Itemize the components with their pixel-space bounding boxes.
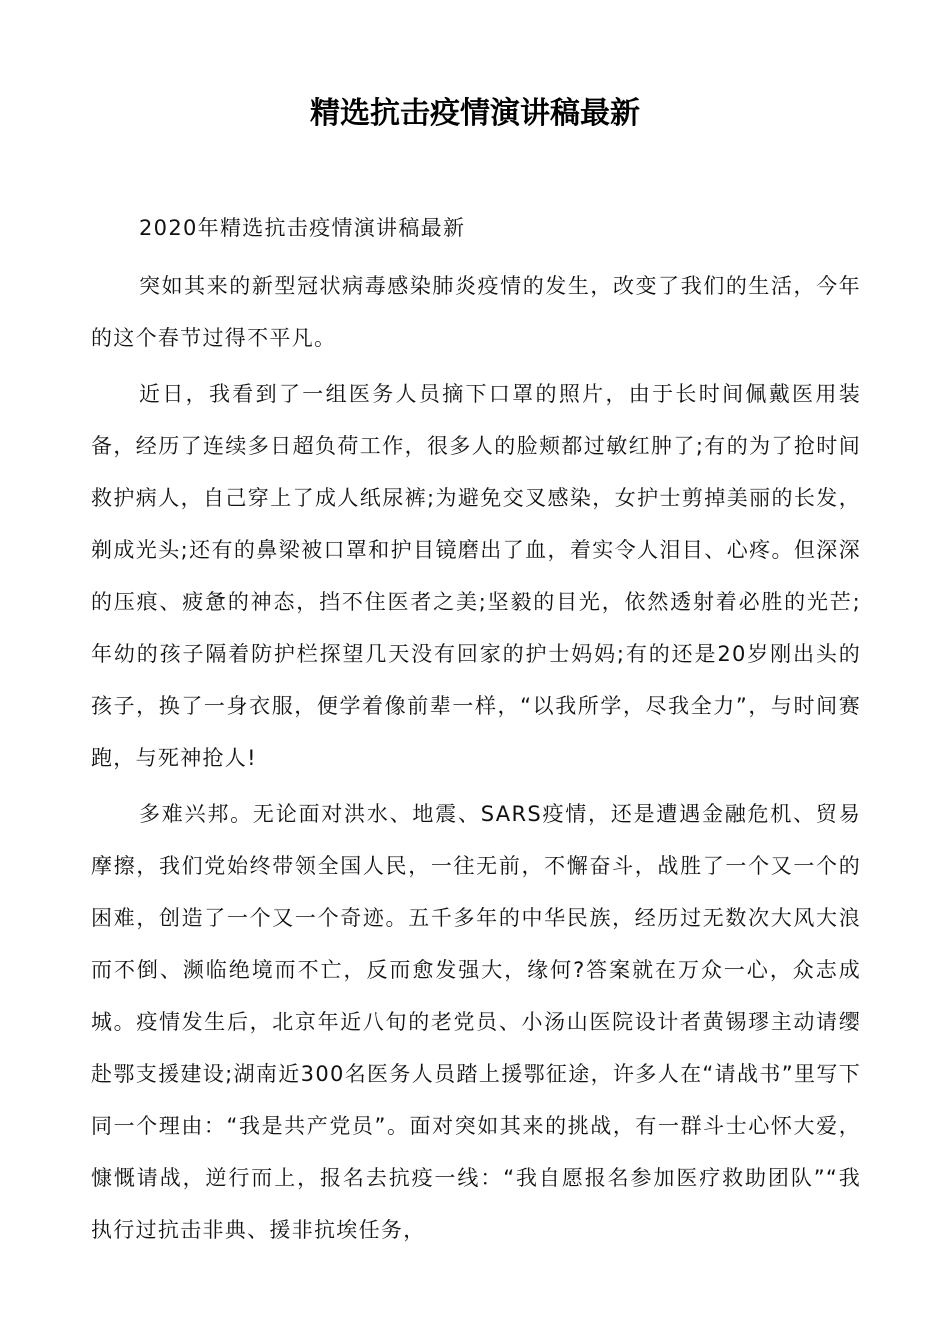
document-title: 精选抗击疫情演讲稿最新 [310, 96, 640, 131]
paragraph-3: 多难兴邦。无论面对洪水、地震、SARS疫情，还是遭遇金融危机、贸易摩擦，我们党始终带领全国人民，一往无前，不懈奋斗，战胜了一个又一个的困难，创造了一个又一个奇迹。五千多年的中华民族，经历过无数次大风大浪而不倒、濒临绝境而不亡，反而愈发强大，缘何?答案就在万众一心，众志成城。疫情发生后，北京年近八旬的老党员、小汤山医院设计者黄锡璆主动请缨赴鄂支援建设;湖南近300名医务人员踏上援鄂征途，许多人在“请战书”里写下同一个理由：“我是共产党员”。面对突如其来的挑战，有一群斗士心怀大爱，慷慨请战，逆行而上，报名去抗疫一线：“我自愿报名参加医疗救助团队”“我执行过抗击非典、援非抗埃任务， [91, 802, 861, 1242]
paragraph-subtitle: 2020年精选抗击疫情演讲稿最新 [139, 216, 466, 240]
document-body [91, 202, 861, 1256]
paragraph-2: 近日，我看到了一组医务人员摘下口罩的照片，由于长时间佩戴医用装备，经历了连续多日超负荷工作，很多人的脸颊都过敏红肿了;有的为了抢时间救护病人，自己穿上了成人纸尿裤;为避免交叉感染，女护士剪掉美丽的长发，剃成光头;还有的鼻梁被口罩和护目镜磨出了血，着实令人泪目、心疼。但深深的压痕、疲惫的神态，挡不住医者之美;坚毅的目光，依然透射着必胜的光芒;年幼的孩子隔着防护栏探望几天没有回家的护士妈妈;有的还是20岁刚出头的孩子，换了一身衣服，便学着像前辈一样，“以我所学，尽我全力”，与时间赛跑，与死神抢人! [91, 382, 861, 770]
paragraph-1: 突如其来的新型冠状病毒感染肺炎疫情的发生，改变了我们的生活，今年的这个春节过得不平凡。 [91, 274, 861, 350]
